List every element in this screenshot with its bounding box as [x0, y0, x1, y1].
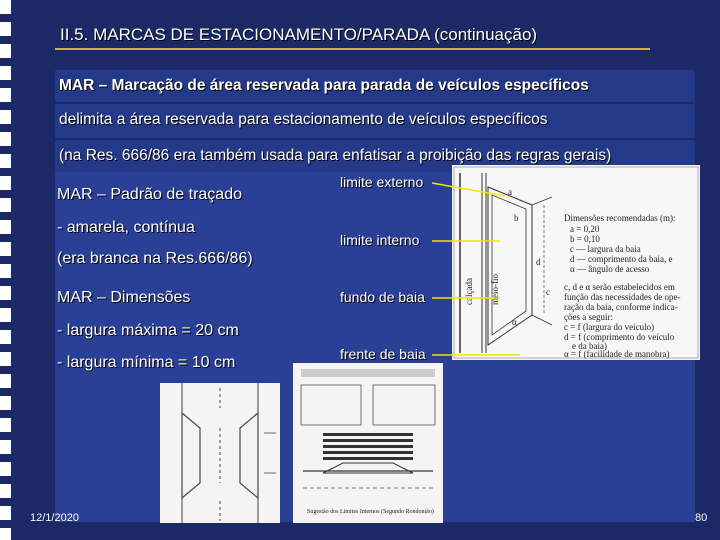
diagram-note: ções a seguir: — [564, 312, 613, 322]
sidewalk-label: calçada — [464, 278, 474, 305]
diagram-note: ração da baia, conforme indica- — [564, 302, 678, 312]
dim-c-label: c — [546, 287, 550, 297]
slide-title: II.5. MARCAS DE ESTACIONAMENTO/PARADA (continuação) — [60, 25, 538, 44]
bus-stop-caption: Sugestão dos Limites Internos (Segundo Rondonião) — [307, 509, 434, 515]
dimension-max: - largura máxima = 20 cm — [57, 322, 239, 339]
diagram-note: c = f (largura do veículo) — [564, 322, 655, 332]
dimension-min: - largura mínima = 10 cm — [57, 354, 236, 371]
diagram-item: α — ângulo de acesso — [570, 264, 650, 274]
diagram-note: função das necessidades de ope- — [564, 292, 681, 302]
callout-bay-front: frente de baia — [340, 346, 426, 362]
footer-date: 12/1/2020 — [30, 512, 79, 524]
parking-layout-figure — [160, 383, 280, 523]
pattern-heading: MAR – Padrão de traçado — [57, 186, 242, 203]
diagram-item: a = 0,20 — [570, 224, 600, 234]
note-text: (na Res. 666/86 era também usada para enfatisar a proibição das regras gerais) — [59, 147, 612, 164]
bus-stop-drawing — [293, 363, 443, 523]
callout-external-limit: limite externo — [340, 174, 424, 190]
definition-text: MAR – Marcação de área reservada para parada de veículos específicos — [59, 77, 589, 94]
dimensions-heading: MAR – Dimensões — [57, 289, 191, 306]
diagram-note: e da baia) — [572, 341, 607, 351]
diagram-item: d — comprimento da baia, e — [570, 254, 673, 264]
callout-line-external — [432, 183, 505, 196]
description-text: delimita a área reservada para estacionamento de veículos específicos — [59, 111, 548, 128]
diagram-note: d = f (comprimento do veículo — [564, 332, 675, 342]
diagram-item: b = 0,10 — [570, 234, 600, 244]
callout-bay-bottom: fundo de baia — [340, 289, 425, 305]
dim-alpha-label: α — [512, 317, 517, 327]
pattern-item: - amarela, contínua — [57, 219, 195, 236]
diagram-item: c — largura da baia — [570, 244, 641, 254]
parking-layout-drawing — [160, 383, 280, 523]
diagram-note: α = f (facilidade de manobra) — [564, 349, 670, 359]
diagram-heading: Dimensões recomendadas (m): — [564, 213, 676, 223]
callout-internal-limit: limite interno — [340, 232, 420, 248]
dim-a-label: a — [508, 187, 512, 197]
diagram-note: c, d e α serão estabelecidos em — [564, 282, 675, 292]
curb-label: meio-fio — [490, 274, 500, 305]
dim-b-label: b — [514, 213, 519, 223]
bus-stop-figure — [293, 363, 443, 523]
pattern-note: (era branca na Res.666/86) — [57, 250, 253, 267]
slide-number: 80 — [695, 512, 708, 524]
crosswalk-stripes — [323, 433, 413, 460]
dim-d-label: d — [536, 257, 541, 267]
